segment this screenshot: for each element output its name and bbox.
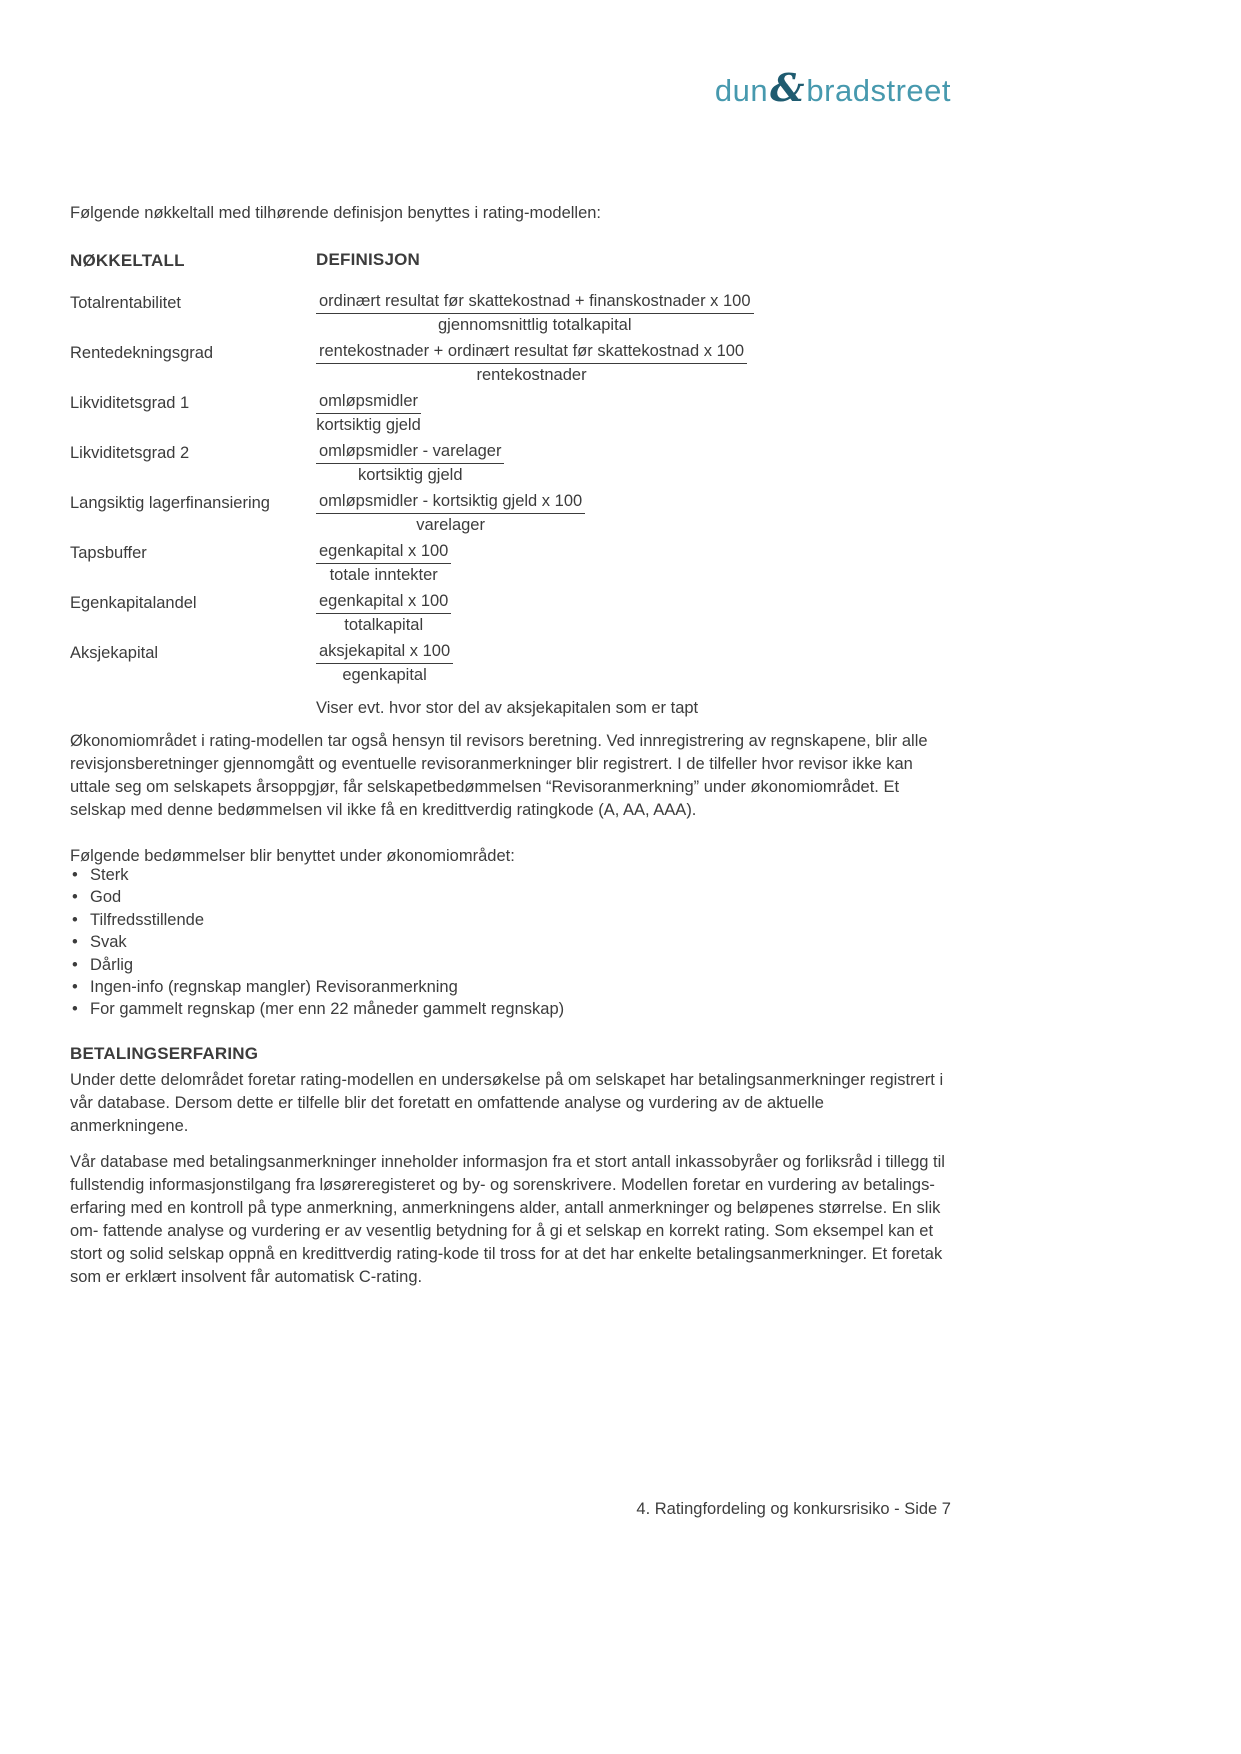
table-note-row — [70, 699, 951, 718]
key-figures-table — [70, 250, 951, 718]
paragraph-betalingserfaring-1: Under dette delområdet foretar rating-modellen en undersøkelse på om selskapet har betalingsanmerkninger registrert i vår database. Dersom dette er tilfelle blir det foretatt en omfattende analyse og vurdering av de aktuelle anmerkningene. — [70, 1071, 944, 1135]
key-figure-term: Totalrentabilitet — [70, 294, 181, 312]
paragraph-betalingserfaring-2: Vår database med betalingsanmerkninger inneholder informasjon fra et stort antall inkassobyråer og forliksråd i tillegg til fullstendig informasjonstilgang fra løsøreregisteret og by- og sorenskrivere. Modellen foretar en vurdering av betalings- erfaring med en kontroll på type anmerkning, anmerkningens alder, antall anmerkninger og beløpenes størrelse. En slik om- fattende analyse og vurdering er av vesentlig betydning for å gi et selskap en korrekt rating. Som eksempel kan et stort og solid selskap oppnå en kredittverdig rating-kode til tross for at det har enkelte betalingsanmerkninger. Et foretak som er erklært insolvent får automatisk C-rating. — [70, 1153, 945, 1286]
formula-numerator: egenkapital x 100 — [316, 592, 451, 614]
column-header-definisjon: DEFINISJON — [316, 250, 421, 269]
formula-fraction — [316, 592, 451, 635]
assessments-intro-text: Følgende bedømmelser blir benyttet under økonomiområdet: — [70, 847, 515, 865]
list-item-label: Svak — [90, 933, 127, 952]
key-figure-term: Tapsbuffer — [70, 544, 147, 562]
list-item — [70, 909, 564, 931]
logo-text-bradstreet: bradstreet — [806, 73, 951, 108]
formula-fraction — [316, 342, 747, 385]
formula-fraction — [316, 492, 585, 535]
key-figure-term: Rentedekningsgrad — [70, 344, 214, 362]
table-row-tapsbuffer — [70, 542, 951, 585]
key-figure-term: Langsiktig lagerfinansiering — [70, 494, 270, 512]
formula-denominator: rentekostnader — [476, 366, 587, 384]
formula-fraction — [316, 542, 451, 585]
logo-text-dun: dun — [714, 73, 769, 108]
page-content — [70, 0, 951, 1754]
table-row-langsiktig-lagerfinansiering — [70, 492, 951, 535]
key-figure-term: Egenkapitalandel — [70, 594, 197, 612]
bullet-icon — [70, 886, 90, 908]
table-row-rentedekningsgrad — [70, 342, 951, 385]
bullet-icon — [70, 976, 90, 998]
formula-denominator: totalkapital — [344, 616, 424, 634]
table-header-row — [70, 250, 951, 271]
formula-numerator: omløpsmidler - varelager — [316, 442, 504, 464]
key-figure-definition — [316, 542, 951, 585]
logo-ampersand-icon: & — [770, 65, 805, 110]
dun-bradstreet-logo — [714, 65, 951, 116]
list-item-label: Tilfredsstillende — [90, 910, 205, 929]
intro-text: Følgende nøkkeltall med tilhørende definisjon benyttes i rating-modellen: — [70, 204, 602, 222]
bullet-icon — [70, 954, 90, 976]
formula-denominator: totale inntekter — [329, 566, 438, 584]
key-figure-definition — [316, 492, 951, 535]
table-row-egenkapitalandel — [70, 592, 951, 635]
list-item — [70, 864, 564, 886]
list-item — [70, 976, 564, 998]
list-item — [70, 954, 564, 976]
assessments-list — [70, 864, 564, 1021]
aksjekapital-note: Viser evt. hvor stor del av aksjekapitalen som er tapt — [316, 699, 699, 717]
formula-numerator: egenkapital x 100 — [316, 542, 451, 564]
formula-fraction — [316, 392, 421, 435]
key-figure-term: Aksjekapital — [70, 644, 159, 662]
bullet-icon — [70, 864, 90, 886]
page-footer: 4. Ratingfordeling og konkursrisiko - Side 7 — [636, 1500, 951, 1518]
key-figure-term: Likviditetsgrad 1 — [70, 394, 190, 412]
table-row-aksjekapital — [70, 642, 951, 685]
formula-fraction — [316, 642, 453, 685]
list-item — [70, 931, 564, 953]
formula-denominator: kortsiktig gjeld — [357, 466, 463, 484]
formula-denominator: varelager — [416, 516, 485, 534]
list-item — [70, 886, 564, 908]
formula-numerator: omløpsmidler - kortsiktig gjeld x 100 — [316, 492, 585, 514]
key-figure-definition — [316, 642, 951, 685]
formula-denominator: egenkapital — [342, 666, 427, 684]
list-item-label: God — [90, 888, 122, 907]
formula-numerator: rentekostnader + ordinært resultat før skattekostnad x 100 — [316, 342, 747, 364]
key-figure-definition — [316, 392, 951, 435]
paragraph-economy-area: Økonomiområdet i rating-modellen tar også hensyn til revisors beretning. Ved innregistrering av regnskapene, blir alle revisjonsberetninger gjennomgått og eventuelle revisoranmerkninger blir registrert. I de tilfeller hvor revisor ikke kan uttale seg om selskapets årsoppgjør, får selskapetbedømmelsen “Revisoranmerkning” under økonomiområdet. Et selskap med denne bedømmelsen vil ikke få en kredittverdig ratingkode (A, AA, AAA). — [70, 732, 928, 819]
key-figure-definition — [316, 292, 951, 335]
table-row-likviditetsgrad-2 — [70, 442, 951, 485]
bullet-icon — [70, 909, 90, 931]
formula-denominator: kortsiktig gjeld — [316, 416, 421, 434]
column-header-nokkeltall: NØKKELTALL — [70, 251, 185, 270]
formula-fraction — [316, 292, 754, 335]
key-figure-definition — [316, 342, 951, 385]
list-item — [70, 998, 564, 1020]
list-item-label: Ingen-info (regnskap mangler) Revisoranmerkning — [90, 978, 458, 997]
list-item-label: For gammelt regnskap (mer enn 22 måneder gammelt regnskap) — [90, 1000, 565, 1019]
empty-term-cell — [70, 699, 316, 700]
formula-numerator: ordinært resultat før skattekostnad + finanskostnader x 100 — [316, 292, 754, 314]
section-heading-betalingserfaring: BETALINGSERFARING — [70, 1044, 259, 1063]
list-item-label: Sterk — [90, 866, 129, 884]
bullet-icon — [70, 998, 90, 1020]
table-row-totalrentabilitet — [70, 292, 951, 335]
formula-numerator: aksjekapital x 100 — [316, 642, 453, 664]
key-figure-definition — [316, 592, 951, 635]
formula-fraction — [316, 442, 504, 485]
bullet-icon — [70, 931, 90, 953]
table-row-likviditetsgrad-1 — [70, 392, 951, 435]
formula-numerator: omløpsmidler — [316, 392, 421, 414]
key-figure-term: Likviditetsgrad 2 — [70, 444, 190, 462]
formula-denominator: gjennomsnittlig totalkapital — [437, 316, 632, 334]
key-figure-definition — [316, 442, 951, 485]
list-item-label: Dårlig — [90, 955, 134, 974]
